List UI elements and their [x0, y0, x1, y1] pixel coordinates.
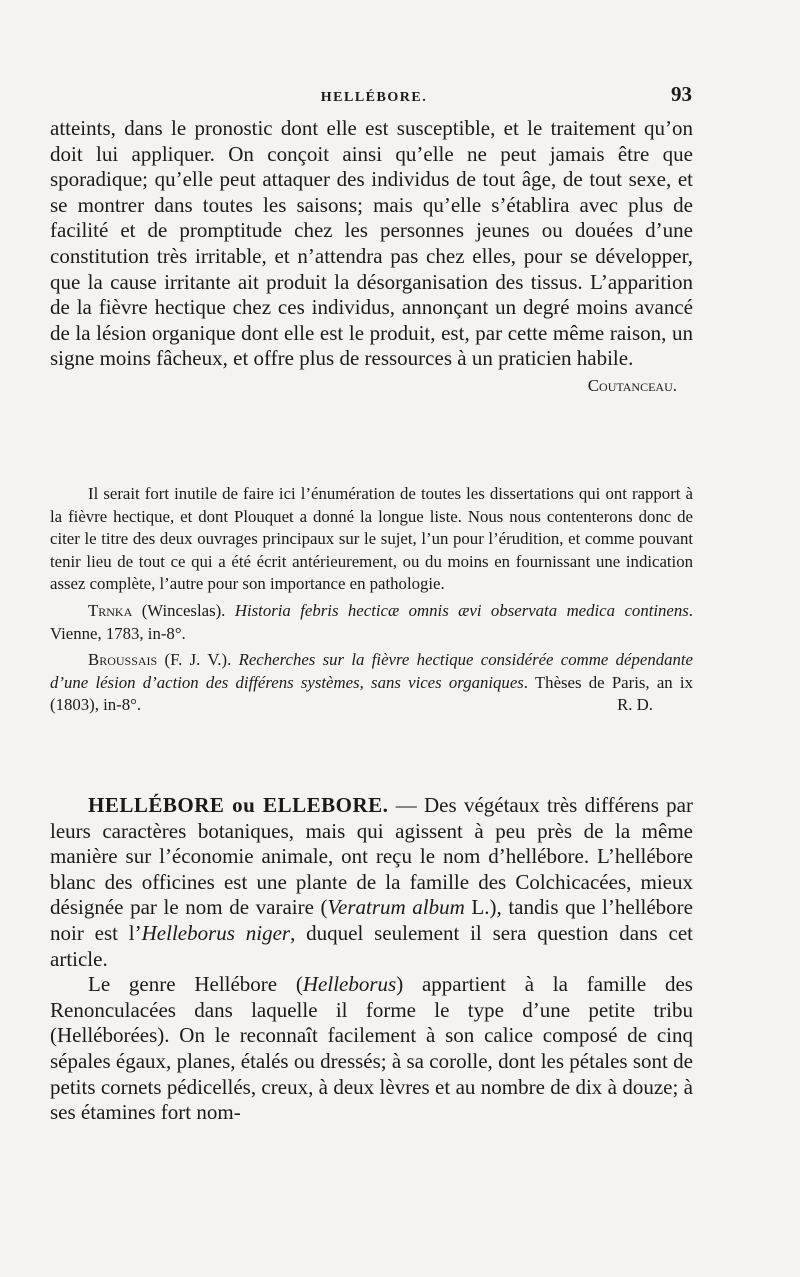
text-run: — Des végétaux très différens par leurs caractères botaniques, mais qui agissent à peu près de la même manière sur l’économie animale, ont reçu le nom d’hellébore. L’hellébore blanc des officines est une plante de la famille des Colchicacées, mieux désignée par le nom de varaire (: [50, 793, 693, 920]
reference-title: Recherches sur la fièvre hectique considérée comme dépendante d’une lésion d’action des différens systèmes, sans vices organiques: [50, 650, 693, 692]
reference-author: Trnka: [88, 600, 133, 620]
page-header: [56, 82, 692, 112]
latin-name: Helleborus: [302, 972, 397, 997]
running-title: HELLÉBORE.: [320, 90, 428, 105]
article-paragraph-2: [50, 972, 693, 1126]
reference-author: Broussais: [88, 650, 158, 670]
bibliography-signature: R. D.: [617, 695, 653, 715]
latin-name: Helleborus niger: [141, 920, 291, 945]
article-hellebore: [50, 793, 693, 1126]
article-headword: HELLÉBORE ou ELLEBORE.: [88, 793, 389, 817]
text-run: ) appartient à la famille des Renonculacées dans laquelle il forme le type d’une petite tribu (Helléborées). On le reconnaît facilement à son calice composé de cinq sépales égaux, planes, étalés ou dressés; à sa corolle, dont les pétales sont de petits cornets pédicellés, creux, à deux lèvres et au nombre de dix à douze; à ses étamines fort nom-: [50, 972, 693, 1125]
reference-author-name: (Winceslas).: [132, 600, 235, 620]
text-run: Le genre Hellébore (: [88, 972, 303, 997]
article-paragraph-1: [50, 793, 693, 972]
reference-author-name: (F. J. V.).: [157, 650, 239, 670]
reference-trnka: [50, 600, 693, 645]
text-run: L.), tandis que l’hellébore noir est l’: [50, 895, 694, 945]
paragraph-continued: atteints, dans le pronostic dont elle est susceptible, et le traitement qu’on doit lui appliquer. On conçoit ainsi qu’elle ne peut jamais être que sporadique; qu’elle peut attaquer des individus de tout âge, de tout sexe, et se montrer dans toutes les saisons; mais qu’elle s’établira avec plus de facilité et de promptitude chez les personnes jeunes ou douées d’une constitution très irritable, et n’attendra pas chez elles, pour se développer, que la cause irritante ait produit la désorganisation des tissus. L’apparition de la fièvre hectique chez ces individus, annonçant un degré moins avancé de la lésion organique dont elle est le produit, est, par cette même raison, un signe moins fâcheux, et offre plus de ressources à un praticien habile.: [50, 116, 693, 371]
text-run: , duquel seulement il sera question dans cet article.: [50, 920, 693, 971]
reference-publication: . Thèses de Paris, an ix (1803), in-8°.: [50, 672, 693, 715]
page-number: 93: [671, 82, 692, 106]
reference-publication: . Vienne, 1783, in-8°.: [50, 600, 693, 643]
bibliography-section: [50, 483, 693, 717]
continued-text: [50, 116, 693, 399]
reference-broussais: [50, 649, 693, 717]
author-signature: Coutanceau.: [587, 375, 677, 395]
latin-name: Veratrum album: [327, 895, 465, 920]
reference-title: Historia febris hecticæ omnis ævi observata medica continens: [234, 600, 689, 620]
bibliography-intro: Il serait fort inutile de faire ici l’énumération de toutes les dissertations qui ont rapport à la fièvre hectique, et dont Plouquet a donné la longue liste. Nous nous contenterons donc de citer le titre des deux ouvrages principaux sur le sujet, l’un pour l’érudition, et comme pouvant tenir lieu de tout ce qui a été écrit antérieurement, ou du moins en fournissant une indication assez complète, l’autre pour son importance en pathologie.: [50, 484, 693, 594]
